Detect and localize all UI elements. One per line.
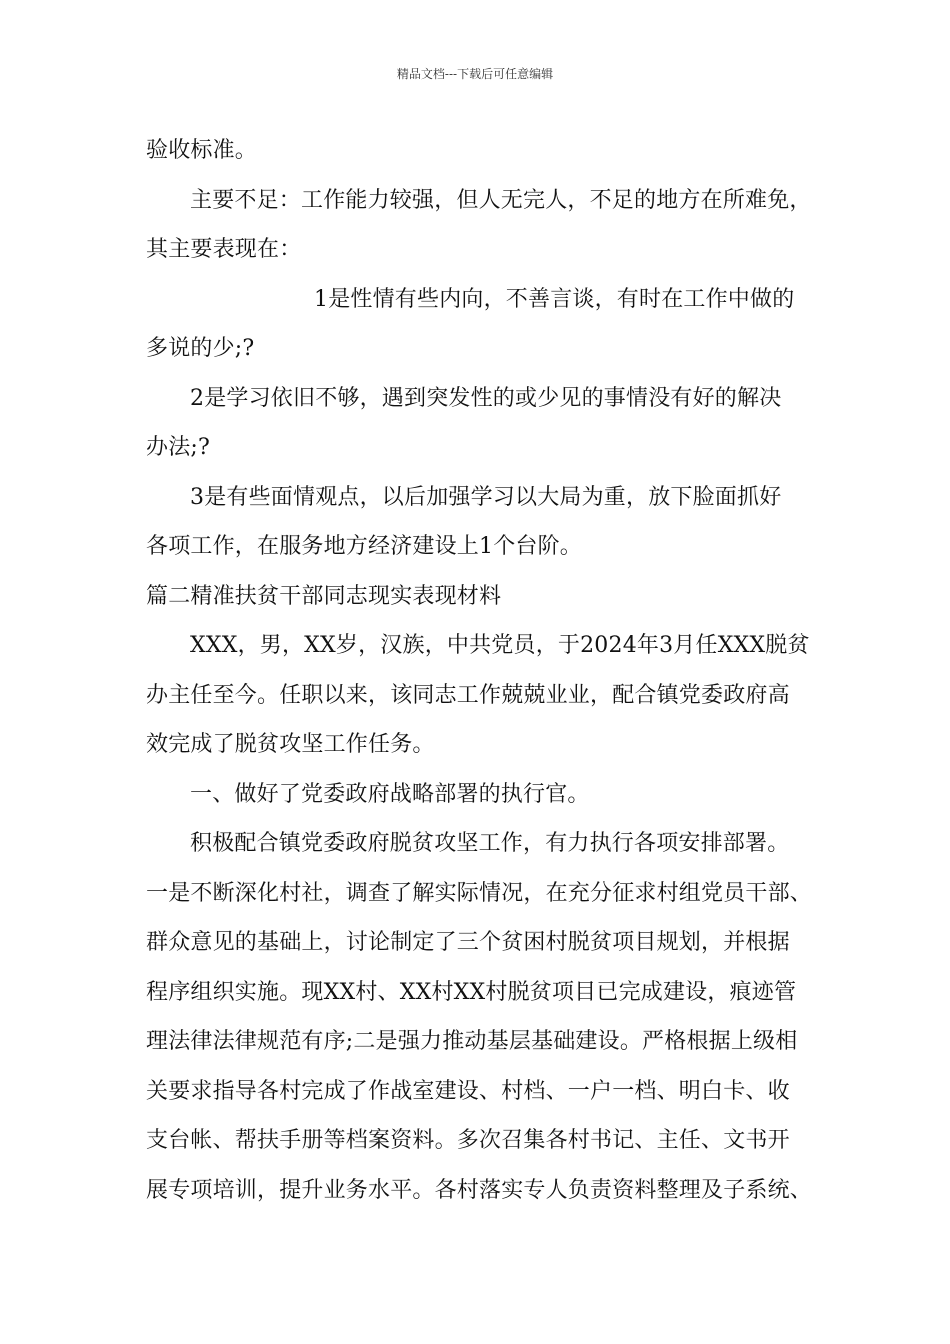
text-line: 展专项培训，提升业务水平。各村落实专人负责资料整理及子系统、 (146, 1177, 813, 1203)
text-line: 1是性情有些内向，不善言谈，有时在工作中做的 (314, 286, 795, 312)
text-line: 理法律法律规范有序;二是强力推动基层基础建设。严格根据上级相 (146, 1029, 798, 1054)
text-line: 2是学习依旧不够，遇到突发性的或少见的事情没有好的解决 (190, 385, 782, 411)
text-line: 积极配合镇党委政府脱贫攻坚工作，有力执行各项安排部署。 (190, 831, 790, 856)
text-line: 验收标准。 (146, 138, 258, 163)
text-line: 多说的少;? (146, 336, 255, 361)
subsection-heading: 一、做好了党委政府战略部署的执行官。 (190, 781, 590, 807)
text-line: 程序组织实施。现XX村、XX村XX村脱贫项目已完成建设，痕迹管 (146, 979, 797, 1005)
text-line: 效完成了脱贫攻坚工作任务。 (146, 732, 435, 757)
text-line: 一是不断深化村社，调查了解实际情况，在充分征求村组党员干部、 (146, 880, 813, 906)
text-line: 群众意见的基础上，讨论制定了三个贫困村脱贫项目规划，并根据 (146, 930, 790, 955)
page-header: 精品文档---下载后可任意编辑 (396, 67, 554, 81)
text-line: 办法;? (146, 435, 211, 460)
text-line: 办主任至今。任职以来，该同志工作兢兢业业，配合镇党委政府高 (146, 682, 790, 708)
text-line: 支台帐、帮扶手册等档案资料。多次召集各村书记、主任、文书开 (146, 1128, 790, 1153)
section-heading: 篇二精准扶贫干部同志现实表现材料 (146, 583, 502, 609)
text-line: 各项工作，在服务地方经济建设上1个台阶。 (146, 534, 582, 559)
text-line: 3是有些面情观点，以后加强学习以大局为重，放下脸面抓好 (190, 484, 782, 510)
text-line: XXX，男，XX岁，汉族，中共党员，于2024年3月任XXX脱贫 (190, 633, 810, 658)
text-line: 主要不足：工作能力较强，但人无完人，不足的地方在所难免， (190, 187, 812, 213)
text-line: 关要求指导各村完成了作战室建设、村档、一户一档、明白卡、收 (146, 1078, 790, 1104)
text-line: 其主要表现在： (146, 237, 302, 262)
document-body (146, 126, 826, 1215)
